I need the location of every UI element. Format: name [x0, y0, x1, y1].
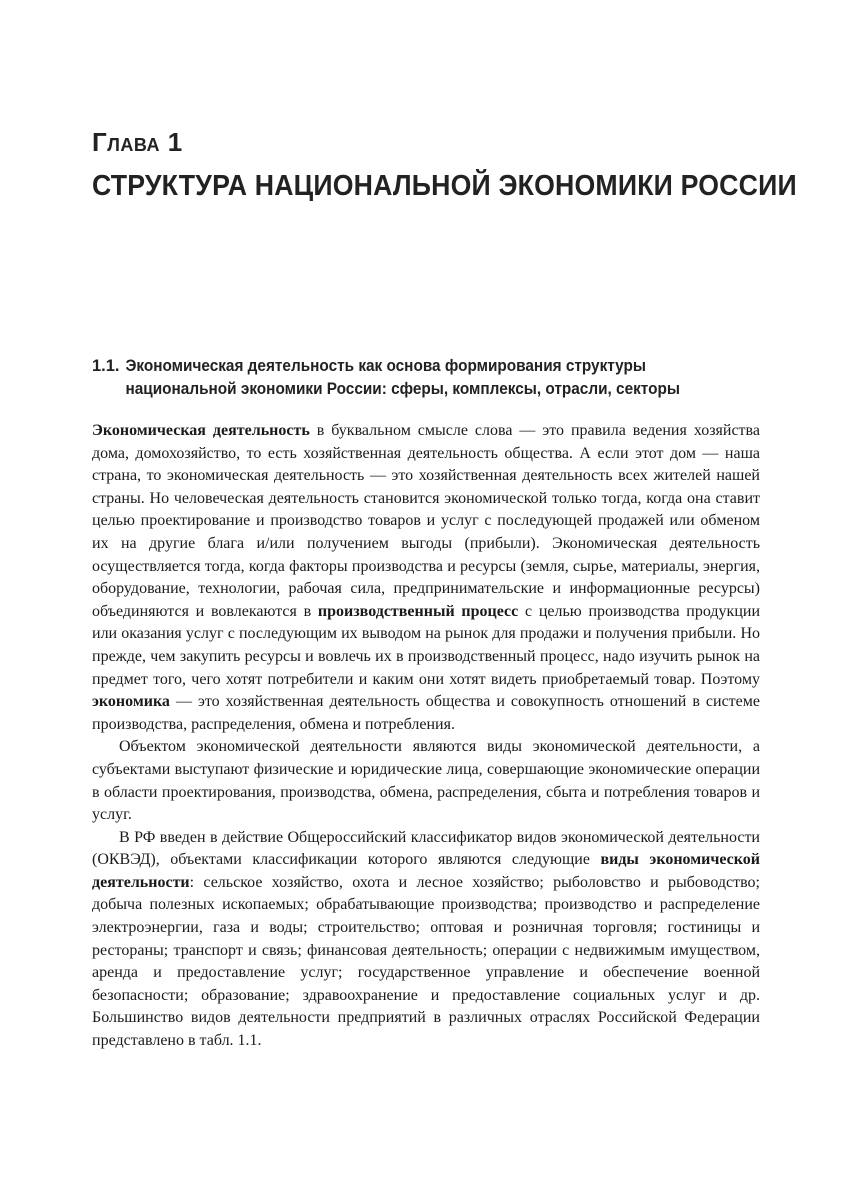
paragraph-1-text-b: с целью производства продукции или оказания услуг с последующим их выводом на рынок для продажи и получения прибыли. Но прежде, чем закупить ресурсы и вовлечь их в производственный процесс, надо изучить рынок на предмет того, чего хотят потребители и каким они хотят видеть приобретаемый товар. Поэтому — [92, 602, 761, 688]
paragraph-3 — [92, 827, 760, 1053]
section-title-line-2: национальной экономики России: сферы, комплексы, отрасли, секторы — [125, 380, 680, 398]
term-economy: экономика — [92, 693, 170, 711]
body-text — [92, 420, 760, 1053]
paragraph-1-text-a: в буквальном смысле слова — это правила ведения хозяйства дома, домохозяйство, то есть хозяйственная деятельность общества. А если этот дом — наша страна, то экономическая деятельность — это хозяйственная деятельность всех жителей нашей страны. Но человеческая деятельность становится экономической только тогда, когда она ставит целью проектирование и производство товаров и услуг с последующей продажей или обменом их на другие блага и/или получением выгоды (прибыли). Экономическая деятельность осуществляется тогда, когда факторы производства и ресурсы (земля, сырье, материалы, энергия, оборудование, технологии, рабочая сила, предпринимательские и информационные ресурсы) объединяются и вовлекаются в — [92, 422, 760, 620]
paragraph-2: Объектом экономической деятельности являются виды экономической деятельности, а субъектами выступают физические и юридические лица, совершающие экономические операции в области проектирования, производства, обмена, распределения, сбыта и потребления товаров и услуг. — [92, 738, 760, 824]
paragraph-1-text-c: — это хозяйственная деятельность общества и совокупность отношений в системе производства, распределения, обмена и потребления. — [92, 693, 760, 733]
section-title-line-1: Экономическая деятельность как основа формирования структуры — [125, 357, 646, 375]
chapter-title: СТРУКТУРА НАЦИОНАЛЬНОЙ ЭКОНОМИКИ РОССИИ — [92, 170, 797, 202]
section-heading — [92, 355, 772, 401]
paragraph-1 — [92, 420, 760, 736]
section-number: 1.1. — [92, 357, 120, 375]
term-economic-activity: Экономическая деятельность — [92, 422, 310, 439]
term-production-process: производственный процесс — [317, 602, 519, 620]
chapter-label: Глава 1 — [92, 127, 183, 157]
paragraph-3-text-b: : сельское хозяйство, охота и лесное хозяйство; рыболовство и рыбоводство; добыча полезных ископаемых; обрабатывающие производства; производство и распределение электроэнергии, газа и воды; строительство; оптовая и розничная торговля; гостиницы и рестораны; транспорт и связь; финансовая деятельность; операции с недвижимым имуществом, аренда и предоставление услуг; государственное управление и обеспечение военной безопасности; образование; здравоохранение и предоставление социальных услуг и др. Большинство видов деятельности предприятий в различных отраслях Российской Федерации представлено в табл. 1.1. — [92, 873, 760, 1050]
paragraph-3-text-a: В РФ введен в действие Общероссийский классификатор видов экономической деятельности (ОКВЭД), объектами классификации которого являются следующие — [92, 828, 760, 869]
term-types-of-activity: виды экономической деятельности — [92, 851, 761, 891]
